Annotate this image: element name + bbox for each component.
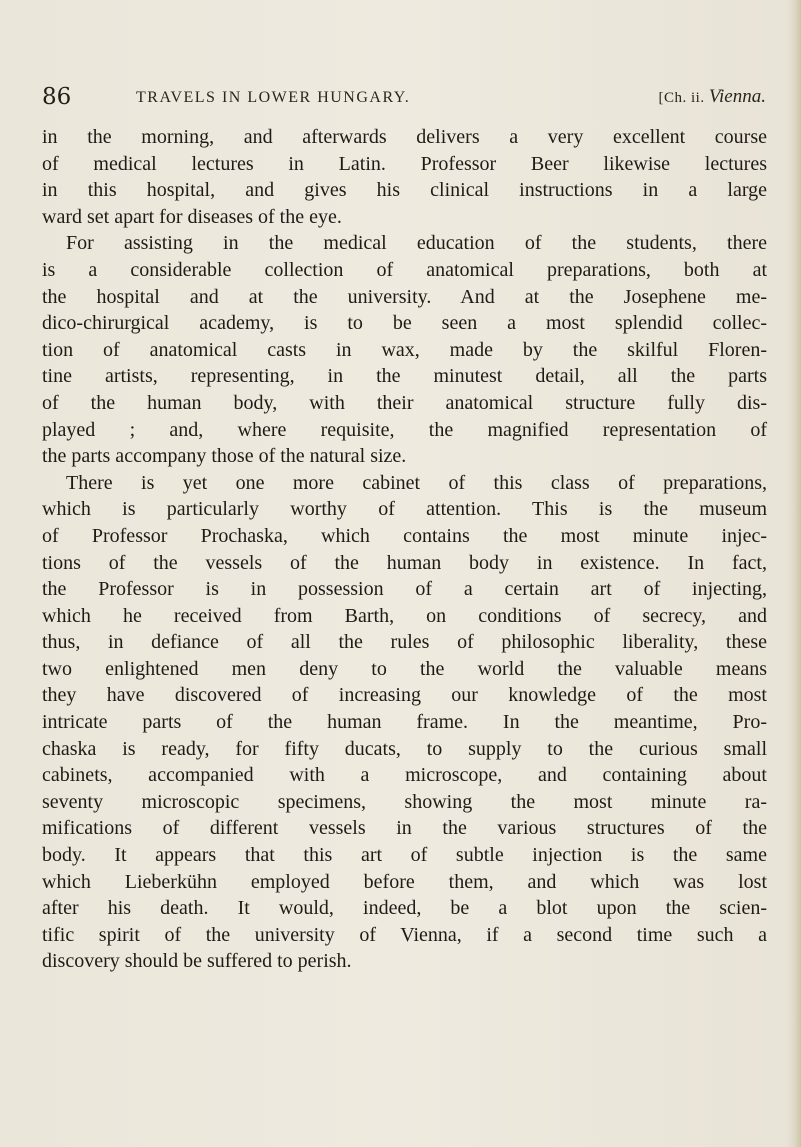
- text-line: mifications of different vessels in the various structures of the: [42, 817, 767, 840]
- text-line: For assisting in the medical education of the students, there: [66, 232, 767, 255]
- text-line: the hospital and at the university. And at the Josephene me-: [42, 285, 767, 308]
- text-line: intricate parts of the human frame. In the meantime, Pro-: [42, 711, 767, 734]
- page-edge-shadow: [787, 0, 801, 1147]
- text-line: tine artists, representing, in the minutest detail, all the parts: [42, 365, 767, 388]
- text-line: which Lieberkühn employed before them, and which was lost: [42, 870, 767, 893]
- page-number: 86: [42, 84, 72, 110]
- text-line: seventy microscopic specimens, showing the most minute ra-: [42, 790, 767, 813]
- text-line: which he received from Barth, on conditions of secrecy, and: [42, 604, 767, 627]
- chapter-prefix: [Ch. ii.: [658, 90, 709, 106]
- text-line: in this hospital, and gives his clinical instructions in a large: [42, 179, 767, 202]
- text-line: tific spirit of the university of Vienna, if a second time such a: [42, 923, 767, 946]
- text-line: played ; and, where requisite, the magnified representation of: [42, 418, 767, 441]
- text-line: after his death. It would, indeed, be a blot upon the scien-: [42, 897, 767, 920]
- running-title: TRAVELS IN LOWER HUNGARY.: [136, 89, 411, 106]
- text-line: in the morning, and afterwards delivers a very excellent course: [42, 126, 767, 148]
- text-line: which is particularly worthy of attention. This is the museum: [42, 498, 767, 521]
- text-line: cabinets, accompanied with a microscope, and containing about: [42, 764, 767, 787]
- text-line: tion of anatomical casts in wax, made by the skilful Floren-: [42, 338, 767, 361]
- text-line: ward set apart for diseases of the eye.: [42, 205, 342, 228]
- text-line: tions of the vessels of the human body in existence. In fact,: [42, 551, 767, 574]
- text-line: dico-chirurgical academy, is to be seen a most splendid collec-: [42, 312, 767, 335]
- text-line: of Professor Prochaska, which contains the most minute injec-: [42, 524, 767, 547]
- text-line: they have discovered of increasing our knowledge of the most: [42, 684, 767, 707]
- text-line: two enlightened men deny to the world the valuable means: [42, 657, 767, 680]
- text-line: of medical lectures in Latin. Professor Beer likewise lectures: [42, 152, 767, 175]
- chapter-place: Vienna.: [708, 86, 766, 107]
- text-line: the parts accompany those of the natural size.: [42, 445, 407, 468]
- text-line: is a considerable collection of anatomical preparations, both at: [42, 258, 767, 281]
- text-line: body. It appears that this art of subtle injection is the same: [42, 844, 767, 867]
- body-text: [42, 124, 767, 975]
- text-line: There is yet one more cabinet of this class of preparations,: [66, 471, 767, 494]
- text-line: of the human body, with their anatomical structure fully dis-: [42, 391, 767, 414]
- text-line: discovery should be suffered to perish.: [42, 950, 352, 973]
- text-line: thus, in defiance of all the rules of philosophic liberality, these: [42, 631, 767, 654]
- running-head: [36, 84, 766, 108]
- text-line: chaska is ready, for fifty ducats, to supply to the curious small: [42, 737, 767, 760]
- chapter-reference: [658, 86, 766, 108]
- text-line: the Professor is in possession of a certain art of injecting,: [42, 578, 767, 601]
